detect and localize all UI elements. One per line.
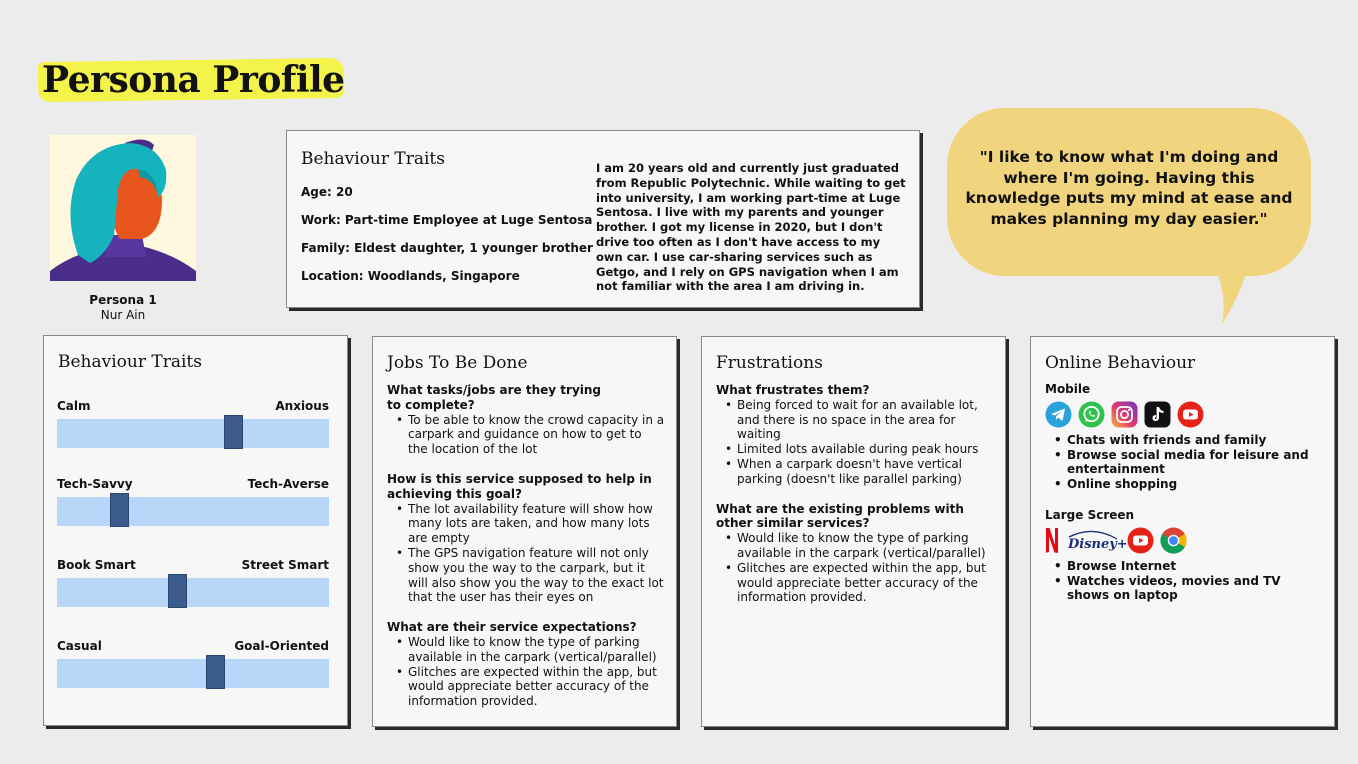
trait-slider xyxy=(57,639,329,688)
trait-slider xyxy=(57,477,329,526)
profile-card xyxy=(286,130,920,308)
frustrations-heading: Frustrations xyxy=(716,353,823,373)
disney-logo-text: Disney+ xyxy=(1068,537,1128,553)
jobs-question: What are their service expectations? xyxy=(387,620,637,635)
disney-plus-icon xyxy=(1065,527,1128,554)
youtube-icon xyxy=(1177,401,1204,428)
large-screen-label: Large Screen xyxy=(1045,507,1135,522)
list-item: • Chats with friends and family xyxy=(1067,433,1325,448)
trait-left-label: Casual xyxy=(57,639,102,653)
list-item: • Being forced to wait for an available lot, and there is no space in the area for waiting xyxy=(737,398,994,442)
persona-name: Nur Ain xyxy=(100,308,146,322)
trait-right-label: Tech-Averse xyxy=(247,477,329,491)
persona-avatar xyxy=(50,135,196,281)
page-title: Persona Profile xyxy=(42,59,345,101)
youtube-icon xyxy=(1127,527,1154,554)
chrome-icon xyxy=(1160,527,1187,554)
list-item: • Browse social media for leisure and entertainment xyxy=(1067,448,1325,478)
list-item: • Browse Internet xyxy=(1067,559,1325,574)
trait-right-label: Goal-Oriented xyxy=(234,639,329,653)
frustrations-card xyxy=(701,336,1006,727)
trait-left-label: Book Smart xyxy=(57,558,136,572)
trait-right-label: Anxious xyxy=(275,399,329,413)
quote-text: "I like to know what I'm doing and where I'm going. Having this knowledge puts my mind at ease and makes planning my day easier." xyxy=(965,148,1293,228)
list-item: • Online shopping xyxy=(1067,477,1325,492)
fact-work: Work: Part-time Employee at Luge Sentosa xyxy=(301,213,593,227)
tiktok-icon xyxy=(1144,401,1171,428)
trait-slider xyxy=(57,399,329,448)
fact-family: Family: Eldest daughter, 1 younger brother xyxy=(301,241,593,255)
traits-heading: Behaviour Traits xyxy=(58,352,202,372)
list-item: • The lot availability feature will show how many lots are taken, and how many lots are empty xyxy=(408,502,665,546)
frustrations-question: What frustrates them? xyxy=(716,383,870,397)
list-item: • To be able to know the crowd capacity in a carpark and guidance on how to get to the location of the lot xyxy=(408,413,665,457)
trait-track xyxy=(57,659,329,688)
mobile-list xyxy=(1045,433,1325,492)
trait-thumb xyxy=(224,415,243,449)
list-item: • Would like to know the type of parking available in the carpark (vertical/parallel) xyxy=(408,635,665,665)
list-item: • When a carpark doesn't have vertical parking (doesn't like parallel parking) xyxy=(737,457,994,487)
persona-label: Persona 1 xyxy=(89,293,157,307)
online-card xyxy=(1030,336,1335,727)
jobs-list xyxy=(387,413,665,457)
netflix-icon xyxy=(1045,527,1059,554)
list-item: • Watches videos, movies and TV shows on laptop xyxy=(1067,574,1325,604)
profile-bio: I am 20 years old and currently just graduated from Republic Polytechnic. While waiting to get into university, I am working part-time at Luge Sentosa. I live with my parents and younger brother. I got my license in 2020, but I don't drive too often as I don't have access to my own car. I use car-sharing services such as Getgo, and I rely on GPS navigation when I am not familiar with the area I am driving in. xyxy=(596,161,906,294)
jobs-question: What tasks/jobs are they trying to complete? xyxy=(387,383,602,412)
quote-bubble-tail xyxy=(1212,262,1262,324)
profile-heading: Behaviour Traits xyxy=(301,149,445,169)
page-title-block xyxy=(36,54,348,106)
jobs-heading: Jobs To Be Done xyxy=(387,353,528,373)
telegram-icon xyxy=(1045,401,1072,428)
trait-thumb xyxy=(110,493,129,527)
frustrations-question: What are the existing problems with other similar services? xyxy=(716,501,964,531)
online-body xyxy=(1045,382,1325,621)
list-item: • Limited lots available during peak hours xyxy=(737,442,994,457)
mobile-label: Mobile xyxy=(1045,382,1091,396)
frustrations-list xyxy=(716,531,994,605)
trait-track xyxy=(57,419,329,448)
profile-facts xyxy=(301,185,591,297)
instagram-icon xyxy=(1111,401,1138,428)
trait-left-label: Tech-Savvy xyxy=(57,477,133,491)
online-heading: Online Behaviour xyxy=(1045,353,1196,373)
list-item: • The GPS navigation feature will not only show you the way to the carpark, but it will also show you the way to the exact lot that the user has their eyes on xyxy=(408,546,665,605)
jobs-list xyxy=(387,502,665,606)
list-item: • Would like to know the type of parking available in the carpark (vertical/parallel) xyxy=(737,531,994,561)
whatsapp-icon xyxy=(1078,401,1105,428)
jobs-question: How is this service supposed to help in achieving this goal? xyxy=(387,471,652,501)
jobs-card xyxy=(372,336,677,727)
jobs-body xyxy=(387,383,665,724)
avatar-illustration xyxy=(50,135,196,281)
trait-thumb xyxy=(168,574,187,608)
trait-slider xyxy=(57,558,329,607)
trait-right-label: Street Smart xyxy=(241,558,329,572)
jobs-list xyxy=(387,635,665,709)
traits-card xyxy=(43,335,348,726)
frustrations-body xyxy=(716,383,994,620)
trait-left-label: Calm xyxy=(57,399,91,413)
frustrations-list xyxy=(716,398,994,487)
large-screen-list xyxy=(1045,559,1325,603)
trait-track xyxy=(57,497,329,526)
mobile-icons xyxy=(1045,401,1325,429)
list-item: • Glitches are expected within the app, but would appreciate better accuracy of the information provided. xyxy=(408,665,665,709)
list-item: • Glitches are expected within the app, but would appreciate better accuracy of the information provided. xyxy=(737,561,994,605)
fact-age: Age: 20 xyxy=(301,185,353,199)
fact-location: Location: Woodlands, Singapore xyxy=(301,269,520,283)
large-screen-icons xyxy=(1045,527,1325,555)
trait-track xyxy=(57,578,329,607)
trait-thumb xyxy=(206,655,225,689)
